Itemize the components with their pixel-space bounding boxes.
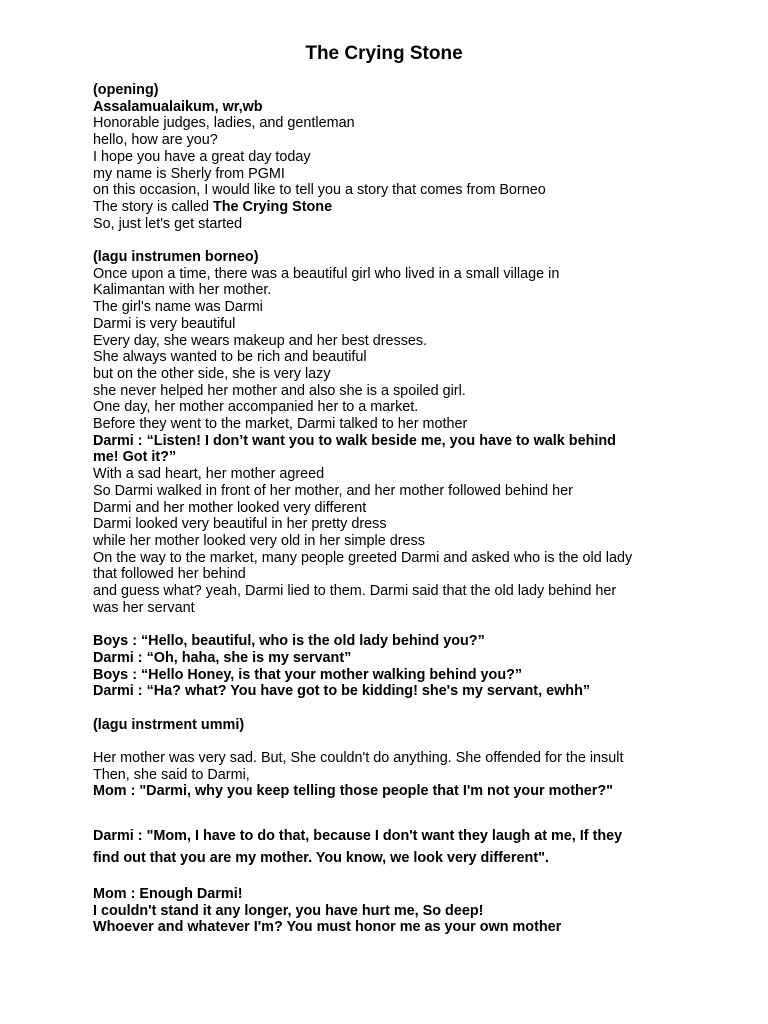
- text-line: So, just let's get started: [93, 215, 243, 232]
- text-line: my name is Sherly from PGMI: [93, 165, 285, 182]
- text-line: Darmi is very beautiful: [93, 315, 236, 332]
- dialogue-line: Darmi : "Mom, I have to do that, because I don't want they laugh at me, If they: [93, 828, 623, 845]
- text-line: On the way to the market, many people greeted Darmi and asked who is the old lady: [93, 549, 633, 566]
- dialogue-line: I couldn't stand it any longer, you have hurt me, So deep!: [93, 902, 484, 919]
- text-line: So Darmi walked in front of her mother, and her mother followed behind her: [93, 482, 573, 499]
- dialogue-line: Darmi : “Ha? what? You have got to be kidding! she's my servant, ewhh”: [93, 683, 591, 700]
- dialogue-line: find out that you are my mother. You know, we look very different".: [93, 850, 549, 867]
- text-line: was her servant: [93, 599, 195, 616]
- text-line: The girl's name was Darmi: [93, 299, 263, 316]
- story-called-title: The Crying Stone: [212, 198, 333, 215]
- dialogue-line: Darmi : “Oh, haha, she is my servant”: [93, 649, 352, 666]
- text-line: One day, her mother accompanied her to a market.: [93, 399, 419, 416]
- dialogue-line: Whoever and whatever I'm? You must honor me as your own mother: [93, 919, 562, 936]
- text-line: she never helped her mother and also she is a spoiled girl.: [93, 382, 466, 399]
- dialogue-line: Mom : "Darmi, why you keep telling those people that I'm not your mother?": [93, 783, 613, 800]
- text-line: Darmi and her mother looked very different: [93, 499, 367, 516]
- story-called-line: [93, 199, 733, 216]
- text-line: and guess what? yeah, Darmi lied to them. Darmi said that the old lady behind her: [93, 583, 617, 600]
- dialogue-line: Boys : “Hello Honey, is that your mother walking behind you?”: [93, 666, 523, 683]
- text-line: She always wanted to be rich and beautiful: [93, 349, 367, 366]
- opening-heading: (opening): [93, 82, 159, 98]
- section-heading: (lagu instrment ummi): [93, 716, 245, 733]
- document-title: The Crying Stone: [305, 43, 463, 64]
- dialogue-line: Darmi : “Listen! I don’t want you to walk beside me, you have to walk behind: [93, 432, 616, 449]
- text-line: hello, how are you?: [93, 132, 218, 149]
- document-body: [93, 82, 733, 936]
- story-called-prefix: The story is called: [93, 198, 213, 215]
- text-line: that followed her behind: [93, 566, 246, 583]
- dialogue-line: Mom : Enough Darmi!: [93, 885, 243, 902]
- text-line: Her mother was very sad. But, She couldn't do anything. She offended for the insult: [93, 750, 624, 767]
- dialogue-line: me! Got it?”: [93, 449, 177, 466]
- section-heading: (lagu instrumen borneo): [93, 249, 259, 266]
- text-line: while her mother looked very old in her simple dress: [93, 532, 425, 549]
- text-line: Every day, she wears makeup and her best dresses.: [93, 332, 428, 349]
- text-line: on this occasion, I would like to tell you a story that comes from Borneo: [93, 182, 546, 199]
- text-line: Before they went to the market, Darmi talked to her mother: [93, 416, 468, 433]
- text-line: but on the other side, she is very lazy: [93, 365, 331, 382]
- text-line: Darmi looked very beautiful in her pretty dress: [93, 516, 387, 533]
- text-line: Kalimantan with her mother.: [93, 282, 272, 299]
- greeting-line: Assalamualaikum, wr,wb: [93, 98, 263, 115]
- text-line: Once upon a time, there was a beautiful girl who lived in a small village in: [93, 265, 560, 282]
- dialogue-line: Boys : “Hello, beautiful, who is the old lady behind you?”: [93, 633, 485, 650]
- text-line: Then, she said to Darmi,: [93, 766, 250, 783]
- text-line: I hope you have a great day today: [93, 148, 311, 165]
- text-line: With a sad heart, her mother agreed: [93, 466, 325, 483]
- text-line: Honorable judges, ladies, and gentleman: [93, 115, 355, 132]
